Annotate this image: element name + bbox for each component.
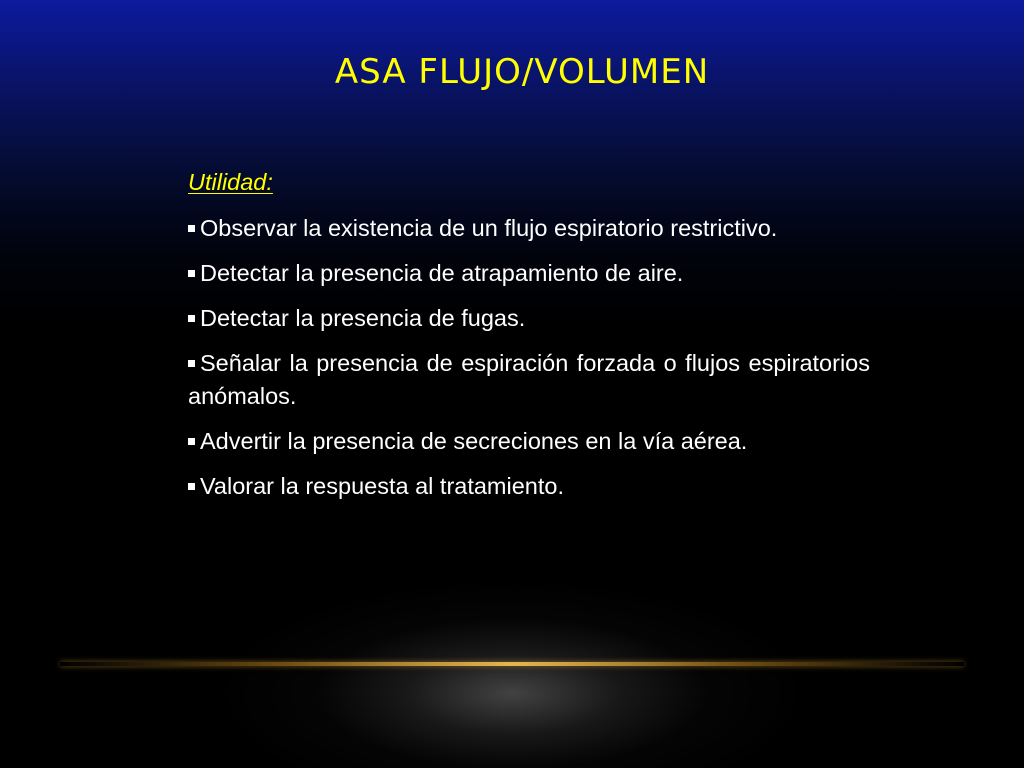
square-bullet-icon — [188, 225, 195, 232]
square-bullet-icon — [188, 270, 195, 277]
square-bullet-icon — [188, 360, 195, 367]
bullet-item — [188, 425, 870, 458]
bullet-text: Observar la existencia de un flujo espiratorio restrictivo. — [200, 215, 778, 241]
bullet-item — [188, 347, 870, 413]
bullet-text: Valorar la respuesta al tratamiento. — [200, 473, 564, 499]
horizon-accent-line — [60, 662, 964, 666]
slide-content — [188, 166, 870, 515]
square-bullet-icon — [188, 438, 195, 445]
bullet-item — [188, 212, 870, 245]
bullet-text: Detectar la presencia de atrapamiento de aire. — [200, 260, 684, 286]
slide-title: ASA FLUJO/VOLUMEN — [334, 52, 710, 92]
bullet-item — [188, 302, 870, 335]
bullet-text: Detectar la presencia de fugas. — [200, 305, 526, 331]
bullet-item — [188, 470, 870, 503]
bullet-item — [188, 257, 870, 290]
bullet-text: Señalar la presencia de espiración forzada o flujos espiratorios anómalos. — [188, 350, 870, 409]
section-heading: Utilidad: — [188, 169, 273, 195]
square-bullet-icon — [188, 315, 195, 322]
bullet-text: Advertir la presencia de secreciones en la vía aérea. — [200, 428, 748, 454]
square-bullet-icon — [188, 483, 195, 490]
